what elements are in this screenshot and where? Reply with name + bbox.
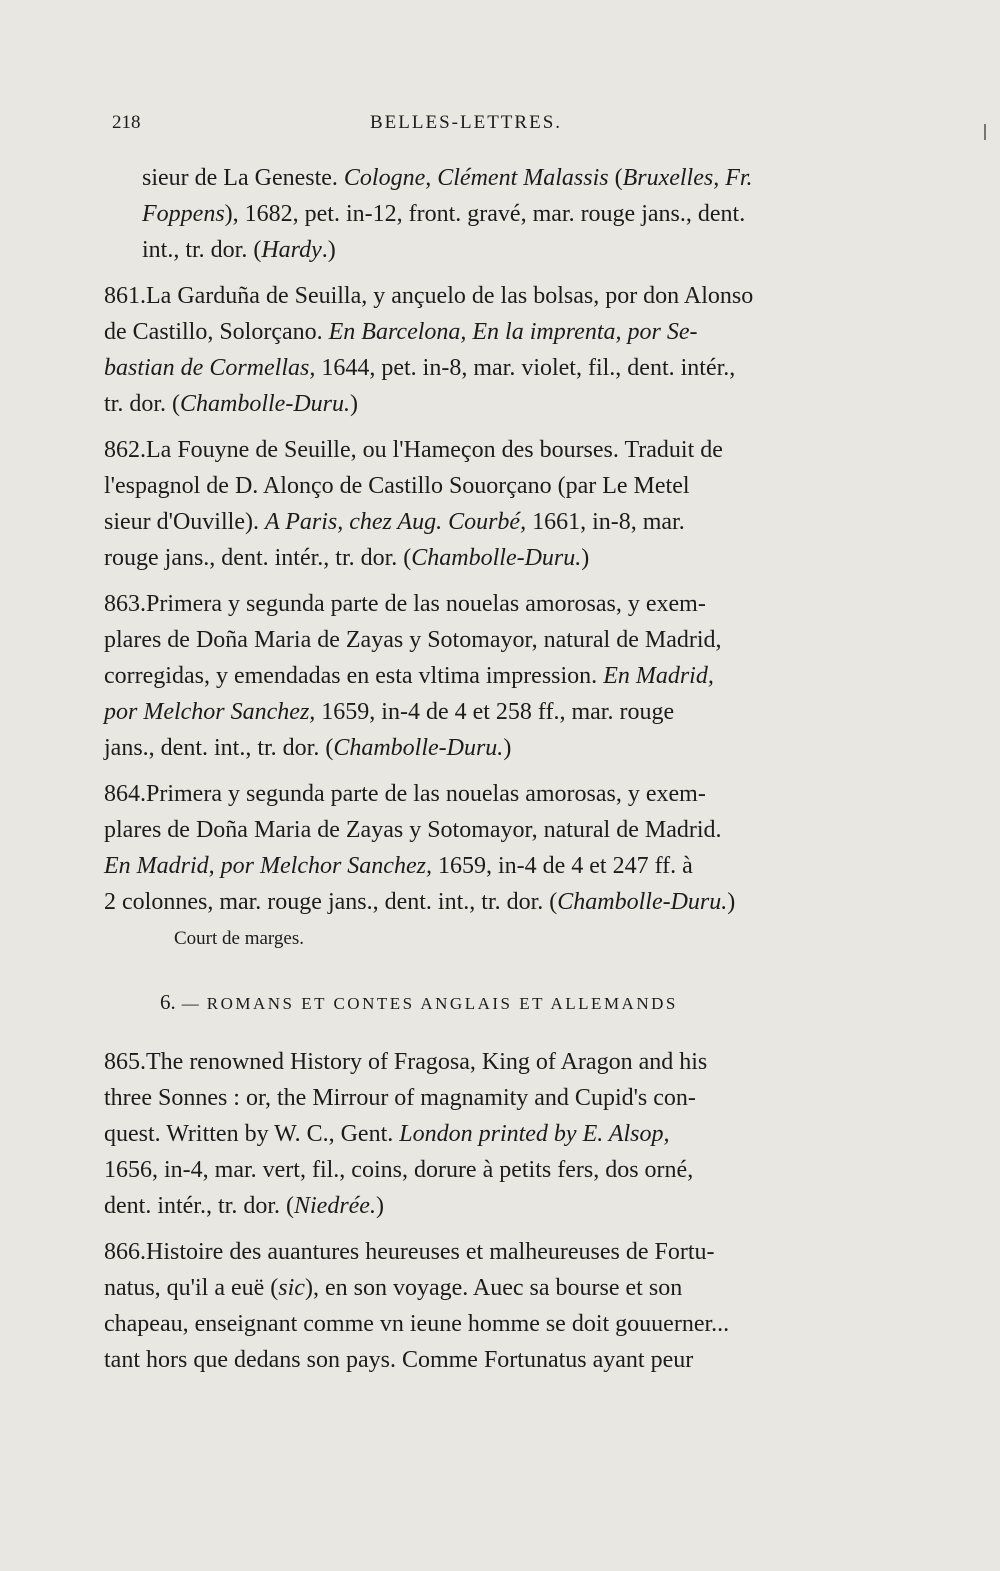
entry-863	[104, 586, 866, 766]
text-segment: )	[727, 889, 736, 915]
text-segment: 1656, in-4, mar. vert, fil., coins, dorure à petits fers, dos orné,	[104, 1157, 694, 1183]
italic-text: Niedrée.	[293, 1193, 376, 1219]
entry-number: 861.	[104, 283, 146, 309]
text-segment: Histoire des auantures heureuses et malheureuses de Fortu-	[146, 1239, 715, 1265]
text-line	[104, 350, 866, 386]
text-line	[104, 468, 866, 504]
italic-text: Cologne, Clément Malassis	[343, 165, 609, 191]
italic-text: Chambolle-Duru.	[333, 735, 504, 761]
text-segment: quest. Written by W. C., Gent.	[104, 1121, 400, 1147]
section-dash: —	[181, 994, 201, 1013]
text-segment: The renowned History of Fragosa, King of Aragon and his	[146, 1049, 708, 1075]
text-segment: rouge jans., dent. intér., tr. dor. (	[104, 545, 412, 571]
text-segment: )	[503, 735, 512, 761]
text-line	[104, 1152, 866, 1188]
entry-number: 862.	[104, 437, 146, 463]
running-title: BELLES-LETTRES.	[370, 112, 563, 133]
section-heading	[160, 988, 866, 1018]
section-number: 6.	[160, 990, 176, 1014]
text-segment: sieur d'Ouville).	[104, 509, 265, 535]
text-segment: 1644, pet. in-8, mar. violet, fil., dent. intér.,	[315, 355, 736, 381]
text-line	[142, 160, 866, 196]
text-segment: (	[608, 165, 623, 191]
text-segment: l'espagnol de D. Alonço de Castillo Souorçano (par Le Metel	[104, 473, 690, 499]
text-segment: tant hors que dedans son pays. Comme Fortunatus ayant peur	[104, 1347, 694, 1373]
text-segment: 2 colonnes, mar. rouge jans., dent. int., tr. dor. (	[104, 889, 558, 915]
text-line	[104, 730, 866, 766]
text-segment: de Castillo, Solorçano.	[104, 319, 329, 345]
text-line	[104, 1116, 866, 1152]
entry-861	[104, 278, 866, 422]
italic-text: bastian de Cormellas,	[104, 355, 316, 381]
text-segment: Primera y segunda parte de las nouelas amorosas, y exem-	[146, 591, 706, 617]
text-segment: )	[581, 545, 590, 571]
text-segment: corregidas, y emendadas en esta vltima impression.	[104, 663, 604, 689]
text-segment: ), 1682, pet. in-12, front. gravé, mar. rouge jans., dent.	[224, 201, 746, 227]
italic-text: Chambolle-Duru.	[180, 391, 350, 417]
italic-text: Hardy	[261, 237, 322, 263]
text-line	[104, 1234, 866, 1270]
text-line	[104, 694, 866, 730]
text-line	[104, 540, 866, 576]
text-segment: plares de Doña Maria de Zayas y Sotomayor, natural de Madrid.	[104, 817, 722, 843]
entry-864	[104, 776, 866, 920]
entry-865	[104, 1044, 866, 1224]
entry-862	[104, 432, 866, 576]
text-line	[104, 1270, 866, 1306]
text-segment: La Garduña de Seuilla, y ançuelo de las bolsas, por don Alonso	[146, 283, 754, 309]
text-segment: jans., dent. int., tr. dor. (	[104, 735, 334, 761]
text-line	[104, 504, 866, 540]
text-line	[104, 278, 866, 314]
text-segment: three Sonnes : or, the Mirrour of magnamity and Cupid's con-	[104, 1085, 696, 1111]
text-segment: 1659, in-4 de 4 et 247 ff. à	[431, 853, 693, 879]
page-header	[112, 112, 872, 142]
italic-text: por Melchor Sanchez,	[104, 699, 316, 725]
continuation-entry	[104, 160, 866, 268]
text-line	[104, 1342, 866, 1378]
text-line	[104, 1188, 866, 1224]
entry-number: 865.	[104, 1049, 146, 1075]
text-line	[142, 196, 866, 232]
text-line	[104, 884, 866, 920]
text-segment: int., tr. dor. (	[142, 237, 262, 263]
text-segment: )	[375, 1193, 384, 1219]
entry-866	[104, 1234, 866, 1378]
italic-text: Foppens	[142, 201, 225, 227]
text-segment: 1661, in-8, mar.	[526, 509, 685, 535]
text-line	[104, 1080, 866, 1116]
italic-text: Chambolle-Duru.	[557, 889, 728, 915]
text-segment: 1659, in-4 de 4 et 258 ff., mar. rouge	[315, 699, 675, 725]
text-segment: .)	[321, 237, 336, 263]
text-line	[104, 776, 866, 812]
text-segment: )	[350, 391, 358, 417]
italic-text: London printed by E. Alsop,	[399, 1121, 670, 1147]
entry-number: 864.	[104, 781, 146, 807]
text-line	[104, 386, 866, 422]
italic-text: En Barcelona, En la imprenta, por Se-	[328, 319, 698, 345]
text-line	[104, 622, 866, 658]
text-line	[104, 586, 866, 622]
text-line	[104, 1044, 866, 1080]
entry-number: 866.	[104, 1239, 146, 1265]
italic-text: Chambolle-Duru.	[411, 545, 582, 571]
edge-mark	[984, 124, 986, 140]
page-number: 218	[112, 112, 141, 133]
text-segment: Primera y segunda parte de las nouelas amorosas, y exem-	[146, 781, 706, 807]
italic-text: En Madrid,	[603, 663, 714, 689]
text-segment: La Fouyne de Seuille, ou l'Hameçon des bourses. Traduit de	[146, 437, 723, 463]
text-line	[104, 658, 866, 694]
text-segment: ), en son voyage. Auec sa bourse et son	[304, 1275, 683, 1301]
text-segment: tr. dor. (	[104, 391, 180, 417]
text-segment: sieur de La Geneste.	[142, 165, 344, 191]
italic-text: sic	[278, 1275, 305, 1301]
text-segment: dent. intér., tr. dor. (	[104, 1193, 294, 1219]
text-segment: natus, qu'il a euë (	[104, 1275, 279, 1301]
italic-text: Bruxelles, Fr.	[622, 165, 753, 191]
text-segment: plares de Doña Maria de Zayas y Sotomayor, natural de Madrid,	[104, 627, 722, 653]
text-line	[104, 314, 866, 350]
entries	[104, 160, 866, 1388]
text-line	[142, 232, 866, 268]
italic-text: En Madrid, por Melchor Sanchez,	[104, 853, 432, 879]
entry-note: Court de marges.	[174, 928, 304, 949]
entry-number: 863.	[104, 591, 146, 617]
text-segment: chapeau, enseignant comme vn ieune homme se doit gouuerner...	[104, 1311, 730, 1337]
text-line	[104, 812, 866, 848]
text-line	[104, 848, 866, 884]
section-title: ROMANS ET CONTES ANGLAIS ET ALLEMANDS	[206, 994, 678, 1013]
text-line	[104, 1306, 866, 1342]
text-line	[104, 432, 866, 468]
italic-text: A Paris, chez Aug. Courbé,	[264, 509, 527, 535]
